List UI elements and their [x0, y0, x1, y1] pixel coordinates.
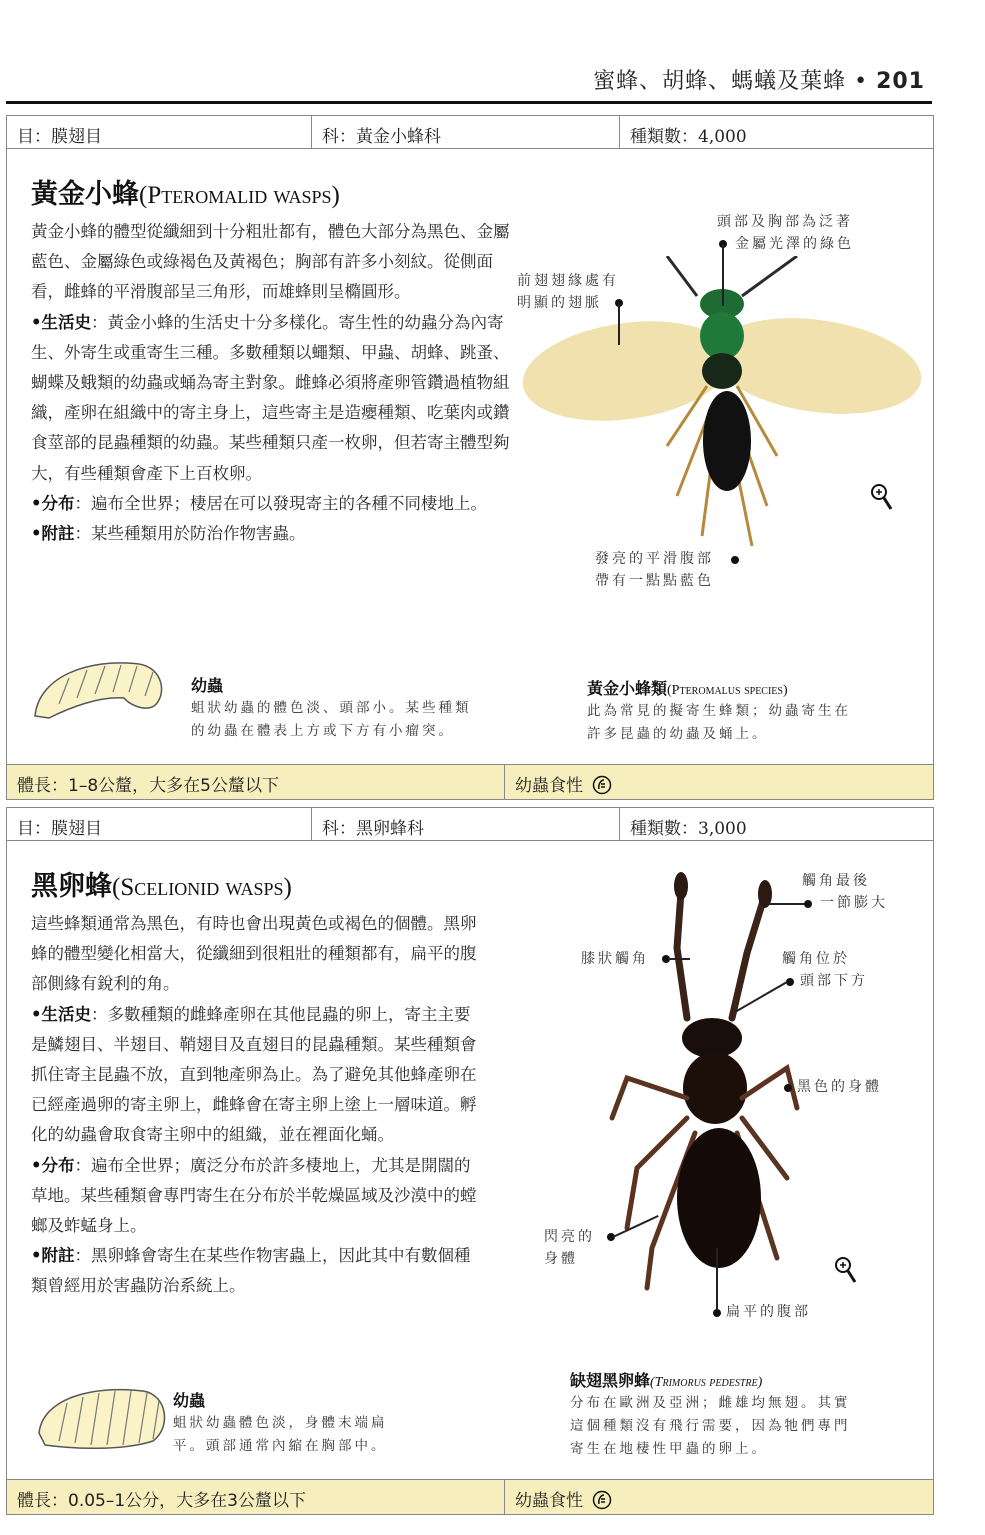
- callout-dot: [804, 900, 812, 908]
- footer-row: [7, 1479, 933, 1514]
- life-text: ：多數種類的雌蜂產卵在其他昆蟲的卵上，寄主主要是鱗翅目、半翅目、鞘翅目及直翅目的昆蟲種類。某些種類會抓住寄主昆蟲不放，直到牠產卵為止。為了避免其他蜂產卵在已經產過卵的寄主卵上，雌蜂會在寄主卵上塗上一層味道。孵化的幼蟲會取食寄主卵中的組織，並在裡面化蛹。: [31, 1004, 477, 1145]
- callout-line: [716, 1248, 718, 1310]
- order-cell: 目：膜翅目: [7, 116, 312, 148]
- callout-forewing: 前翅翅緣處有 明顯的翅脈: [517, 273, 619, 311]
- callout-dot: [784, 1084, 792, 1092]
- magnifier-icon[interactable]: [869, 482, 895, 512]
- species-count-label: 種類數：: [630, 127, 698, 147]
- dist-text: ：遍布全世界；棲居在可以發現寄主的各種不同棲地上。: [74, 493, 488, 513]
- callout-line: [767, 903, 805, 905]
- entry-scelionid: [6, 807, 934, 1515]
- note-text: ：某些種類用於防治作物害蟲。: [74, 524, 306, 544]
- callout-antenna-tip: 觸角最後 一節膨大: [802, 873, 888, 911]
- life-label: •生活史: [31, 312, 92, 332]
- species-count: 3,000: [698, 819, 747, 839]
- species-count-cell: [620, 808, 933, 840]
- callout-line: [618, 303, 620, 345]
- family-cell: 科：黑卵蜂科: [312, 808, 620, 840]
- life-history: [31, 308, 513, 489]
- callout-head-thorax: 頭部及胸部為泛著 金屬光澤的綠色: [717, 214, 854, 252]
- running-bullet: •: [854, 69, 869, 94]
- larva-figure: [33, 1383, 173, 1453]
- head: [682, 1018, 742, 1058]
- abdomen: [677, 1128, 761, 1268]
- life-label: •生活史: [31, 1004, 92, 1024]
- larval-diet: 幼蟲食性: [505, 765, 622, 799]
- note-label: •附註: [31, 524, 75, 544]
- larval-diet: 幼蟲食性: [505, 1480, 622, 1514]
- callout-abdomen: 發亮的平滑腹部 帶有一點點藍色: [595, 551, 714, 589]
- family-cell: 科：黃金小蜂科: [312, 116, 620, 148]
- taxonomy-row: [7, 116, 933, 149]
- entry-pteromalid: [6, 115, 934, 800]
- distribution: [31, 1151, 481, 1242]
- larva-caption: 蛆狀幼蟲的體色淡、頭部小。某些種類 的幼蟲在體表上方或下方有小瘤突。: [191, 700, 472, 739]
- order-cell: 目：膜翅目: [7, 808, 312, 840]
- larva-caption: 蛆狀幼蟲體色淡，身體末端扁 平。頭部通常內縮在胸部中。: [173, 1415, 388, 1454]
- callout-shiny-body: 閃亮的 身體: [544, 1229, 595, 1267]
- dist-text: ：遍布全世界；廣泛分布於許多棲地上，尤其是開闊的草地。某些種類會專門寄生在分布於半乾燥區域及沙漠中的螳螂及蚱蜢身上。: [31, 1155, 477, 1236]
- parasite-diet-icon: [592, 775, 612, 795]
- magnifier-icon[interactable]: [833, 1255, 859, 1285]
- callout-line: [668, 958, 690, 960]
- callout-antenna-base: 觸角位於 頭部下方: [782, 951, 868, 989]
- scelionid-wasp-figure: [607, 868, 807, 1298]
- species-caption: 此為常見的擬寄生蜂類；幼蟲寄生在 許多昆蟲的幼蟲及蛹上。: [587, 703, 851, 742]
- note-label: •附註: [31, 1246, 75, 1266]
- title-cn: 黃金小蜂: [31, 179, 139, 210]
- dist-label: •分布: [31, 1155, 75, 1175]
- running-title: 蜜蜂、胡蜂、螞蟻及葉蜂: [593, 69, 847, 94]
- entry-title: [31, 864, 292, 903]
- callout-elbowed-antenna: 膝狀觸角: [581, 951, 649, 967]
- larva-title: 幼蟲: [191, 676, 224, 695]
- title-cn: 黑卵蜂: [31, 871, 112, 902]
- body-length: 體長：0.05–1公分，大多在3公釐以下: [7, 1480, 505, 1514]
- body-length: 體長：1–8公釐，大多在5公釐以下: [7, 765, 505, 799]
- species-count-cell: [620, 116, 933, 148]
- title-latin: (Pteromalid wasps): [139, 182, 340, 209]
- header-rule: [6, 101, 932, 104]
- dist-label: •分布: [31, 493, 75, 513]
- species-caption-title: 黃金小蜂類(Pteromalus species): [587, 679, 788, 698]
- life-text: ：黃金小蜂的生活史十分多樣化。寄生性的幼蟲分為內寄生、外寄生或重寄生三種。多數種類以蠅類、甲蟲、胡蜂、跳蚤、蝴蝶及蛾類的幼蟲或蛹為寄主對象。雌蜂必須將產卵管鑽過植物組織，產卵在組織中的寄主身上，這些寄主是造癭種類、吃葉肉或鑽食莖部的昆蟲種類的幼蟲。某些種類只產一枚卵，但若寄主體型夠大，有些種類會產下上百枚卵。: [31, 312, 510, 483]
- page-number: 201: [876, 69, 925, 94]
- note: [31, 1241, 481, 1301]
- note-text: ：黑卵蜂會寄生在某些作物害蟲上，因此其中有數個種類曾經用於害蟲防治系統上。: [31, 1246, 471, 1296]
- running-head: [593, 64, 925, 95]
- parasite-diet-icon: [592, 1490, 612, 1510]
- species-caption: 分布在歐洲及亞洲；雌雄均無翅。其實 這個種類沒有飛行需要，因為牠們專門 寄生在地棲性甲蟲的卵上。: [570, 1395, 851, 1457]
- taxonomy-row: [7, 808, 933, 841]
- intro-text: 這些蜂類通常為黑色，有時也會出現黃色或褐色的個體。黑卵蜂的體型變化相當大，從纖細到很粗壯的種類都有，扁平的腹部側緣有銳利的角。: [31, 914, 477, 994]
- footer-row: [7, 764, 933, 799]
- species-count-label: 種類數：: [630, 819, 698, 839]
- life-history: [31, 1000, 481, 1151]
- callout-black-body: 黑色的身體: [797, 1079, 882, 1095]
- note: [31, 519, 513, 549]
- entry-body: [31, 909, 481, 1302]
- thorax: [702, 353, 742, 389]
- callout-flat-abdomen: 扁平的腹部: [726, 1304, 811, 1320]
- entry-body: [31, 217, 513, 549]
- distribution: [31, 489, 513, 519]
- species-caption-title: 缺翅黑卵蜂(Trimorus pedestre): [570, 1371, 763, 1390]
- larva-title: 幼蟲: [173, 1391, 206, 1410]
- callout-dot: [731, 556, 739, 564]
- title-latin: (Scelionid wasps): [112, 874, 292, 901]
- entry-title: [31, 172, 340, 211]
- callout-line: [722, 244, 724, 306]
- intro-text: 黃金小蜂的體型從纖細到十分粗壯都有，體色大部分為黑色、金屬藍色、金屬綠色或綠褐色及黃褐色；胸部有許多小刻紋。從側面看，雌蜂的平滑腹部呈三角形，而雄蜂則呈橢圓形。: [31, 222, 510, 302]
- larva-figure: [29, 656, 169, 722]
- abdomen: [703, 391, 751, 491]
- thorax: [683, 1052, 747, 1124]
- callout-dot: [713, 1309, 721, 1317]
- species-count: 4,000: [698, 127, 747, 147]
